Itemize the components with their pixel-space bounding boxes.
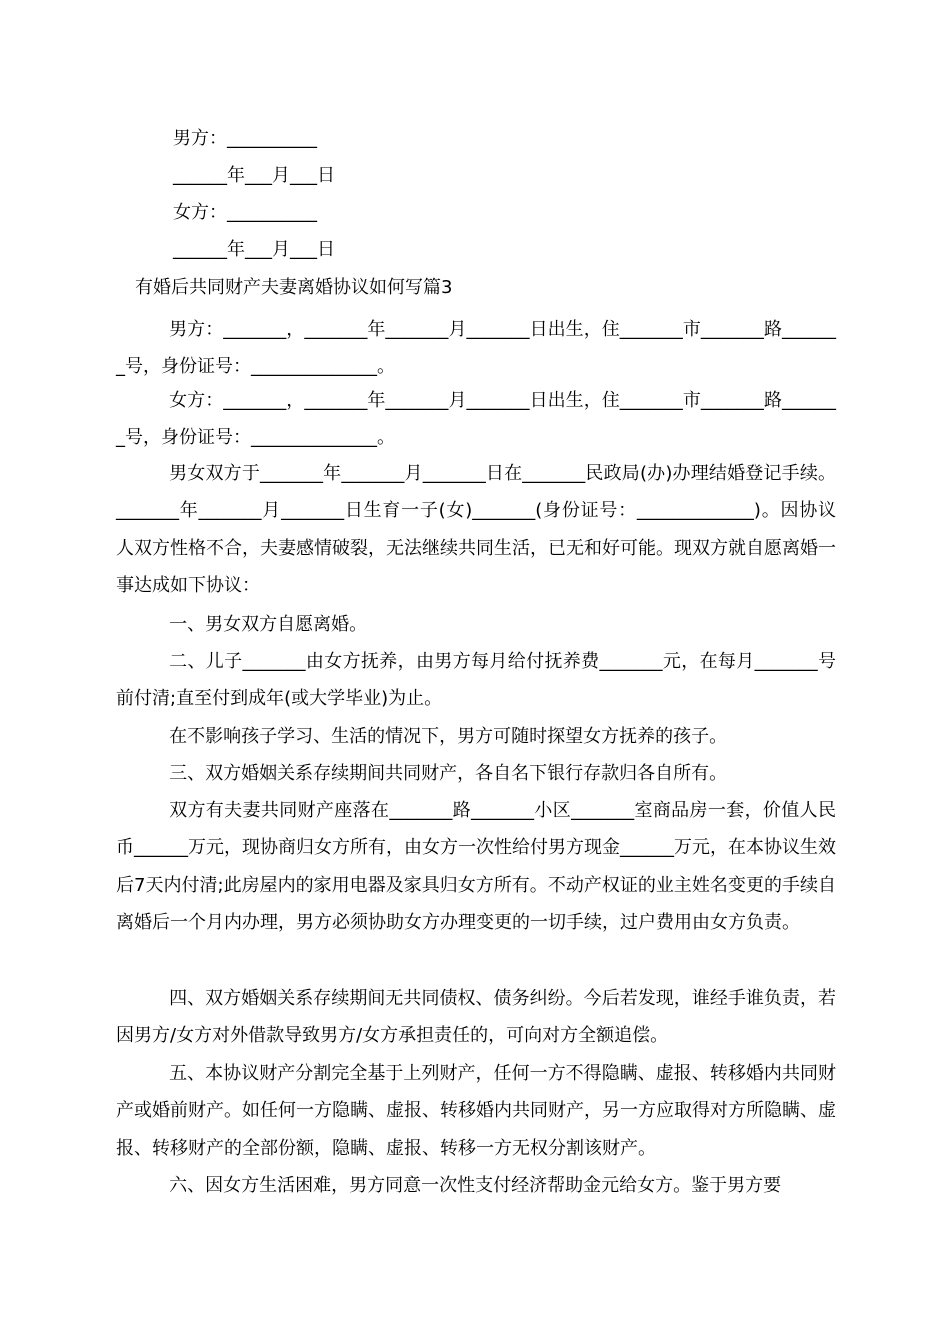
clause-property-disclosure: 五、本协议财产分割完全基于上列财产，任何一方不得隐瞒、虚报、转移婚内共同财产或婚前财产。如任何一方隐瞒、虚报、转移婚内共同财产，另一方应取得对方所隐瞒、虚报、转移财产的全部份额，隐瞒、虚报、转移一方无权分割该财产。 bbox=[116, 1063, 836, 1159]
marriage-background-paragraph: 男女双方于_______年_______月_______日在_______民政局(办)办理结婚登记手续。_______年_______月_______日生育一子(女)_______(身份证号：_____________)。因协议人双方性格不合，夫妻感情破裂，无法继续共同生活，已无和好可能。现双方就自愿离婚一事达成如下协议： bbox=[116, 463, 836, 597]
clause-bank-deposits: 三、双方婚姻关系存续期间共同财产，各自名下银行存款归各自所有。 bbox=[169, 763, 728, 784]
male-signature-line: 男方：__________ bbox=[173, 128, 317, 149]
female-signature-date: ______年___月___日 bbox=[173, 239, 335, 260]
clause-debts: 四、双方婚姻关系存续期间无共同债权、债务纠纷。今后若发现，谁经手谁负责，若因男方/女方对外借款导致男方/女方承担责任的，可向对方全额追偿。 bbox=[116, 988, 836, 1047]
clause-child-custody: 二、儿子_______由女方抚养，由男方每月给付抚养费_______元，在每月_______号前付清;直至付到成年(或大学毕业)为止。 bbox=[116, 651, 836, 710]
section-title: 有婚后共同财产夫妻离婚协议如何写篇3 bbox=[135, 277, 453, 298]
male-party-info: 男方：_______，_______年_______月_______日出生，住_______市_______路_______号，身份证号：______________。 bbox=[116, 319, 836, 378]
clause-visitation: 在不影响孩子学习、生活的情况下，男方可随时探望女方抚养的孩子。 bbox=[169, 726, 728, 747]
clause-real-estate: 双方有夫妻共同财产座落在_______路_______小区_______室商品房一套，价值人民币______万元，现协商归女方所有，由女方一次性给付男方现金______万元，在本协议生效后7天内付清;此房屋内的家用电器及家具归女方所有。不动产权证的业主姓名变更的手续自离婚后一个月内办理，男方必须协助女方办理变更的一切手续，过户费用由女方负责。 bbox=[116, 800, 836, 934]
female-party-info: 女方：_______，_______年_______月_______日出生，住_______市_______路_______号，身份证号：______________。 bbox=[116, 390, 836, 449]
male-signature-date: ______年___月___日 bbox=[173, 165, 335, 186]
clause-divorce: 一、男女双方自愿离婚。 bbox=[169, 614, 368, 635]
female-signature-line: 女方：__________ bbox=[173, 202, 317, 223]
clause-financial-aid: 六、因女方生活困难，男方同意一次性支付经济帮助金元给女方。鉴于男方要 bbox=[169, 1175, 782, 1196]
